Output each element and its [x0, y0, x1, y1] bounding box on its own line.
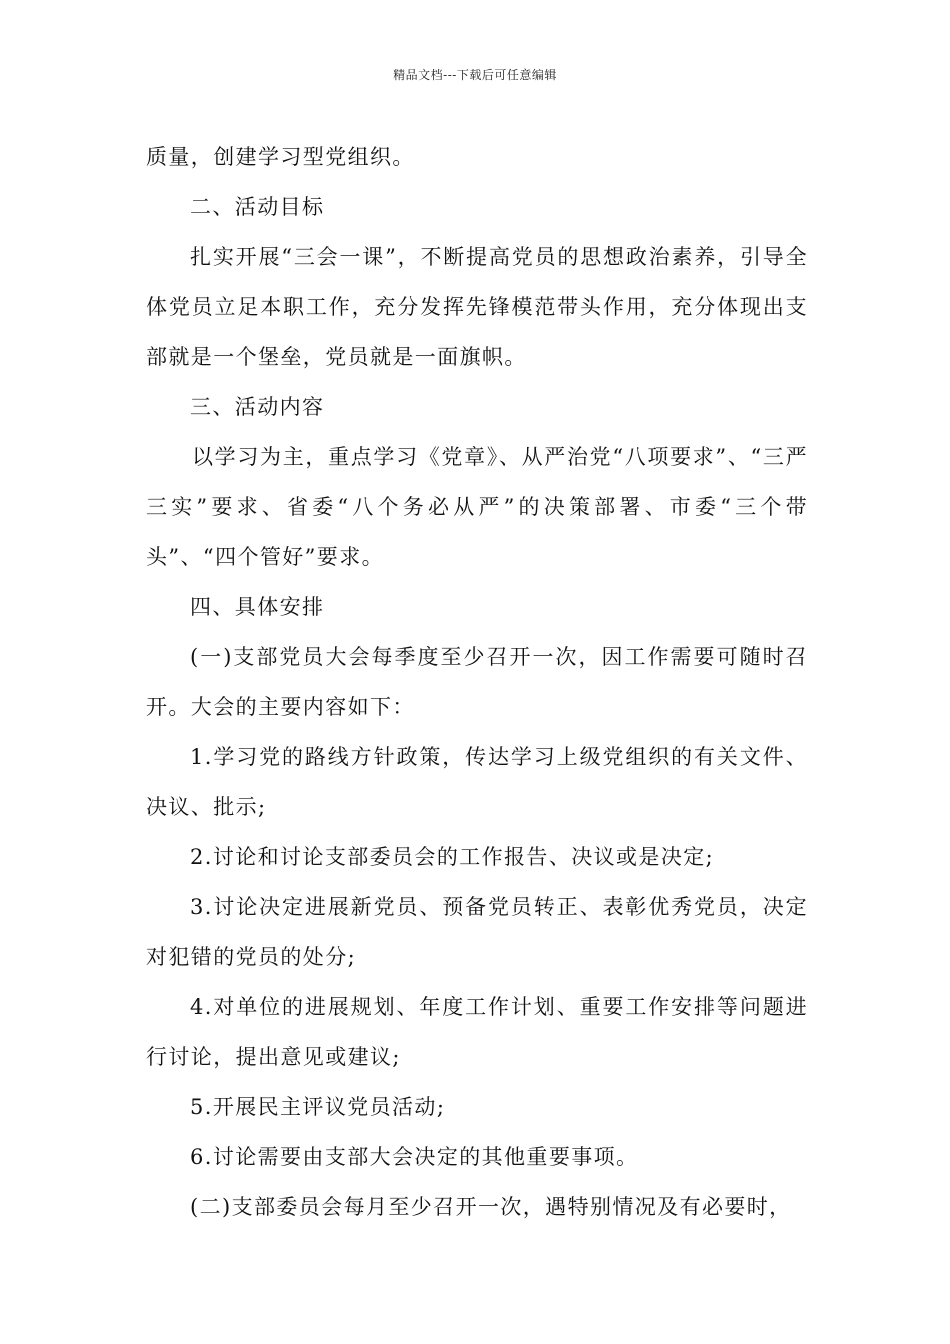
paragraph-continuation: 质量，创建学习型党组织。 — [146, 145, 415, 169]
list-item-4: 4.对单位的进展规划、年度工作计划、重要工作安排等问题进行讨论，提出意见或建议; — [146, 995, 808, 1069]
document-body — [146, 132, 808, 1232]
paragraph-content: 以学习为主，重点学习《党章》、从严治党“八项要求”、“三严三实”要求、省委“八个务必从严”的决策部署、市委“三个带头”、“四个管好”要求。 — [146, 445, 808, 569]
list-item-5: 5.开展民主评议党员活动; — [190, 1095, 446, 1119]
section-heading-goals: 二、活动目标 — [190, 195, 325, 219]
page-header: 精品文档---下载后可任意编辑 — [393, 68, 557, 82]
paragraph-party-meeting: (一)支部党员大会每季度至少召开一次，因工作需要可随时召开。大会的主要内容如下： — [146, 645, 808, 719]
section-heading-arrangement: 四、具体安排 — [190, 595, 325, 619]
section-heading-content: 三、活动内容 — [190, 395, 325, 419]
paragraph-goals: 扎实开展“三会一课”，不断提高党员的思想政治素养，引导全体党员立足本职工作，充分发挥先锋模范带头作用，充分体现出支部就是一个堡垒，党员就是一面旗帜。 — [146, 245, 808, 369]
list-item-1: 1.学习党的路线方针政策，传达学习上级党组织的有关文件、决议、批示; — [146, 745, 808, 819]
list-item-6: 6.讨论需要由支部大会决定的其他重要事项。 — [190, 1145, 639, 1169]
list-item-2: 2.讨论和讨论支部委员会的工作报告、决议或是决定; — [190, 845, 715, 869]
paragraph-committee-meeting: (二)支部委员会每月至少召开一次，遇特别情况及有必要时， — [190, 1195, 792, 1219]
list-item-3: 3.讨论决定进展新党员、预备党员转正、表彰优秀党员，决定对犯错的党员的处分; — [146, 895, 808, 969]
